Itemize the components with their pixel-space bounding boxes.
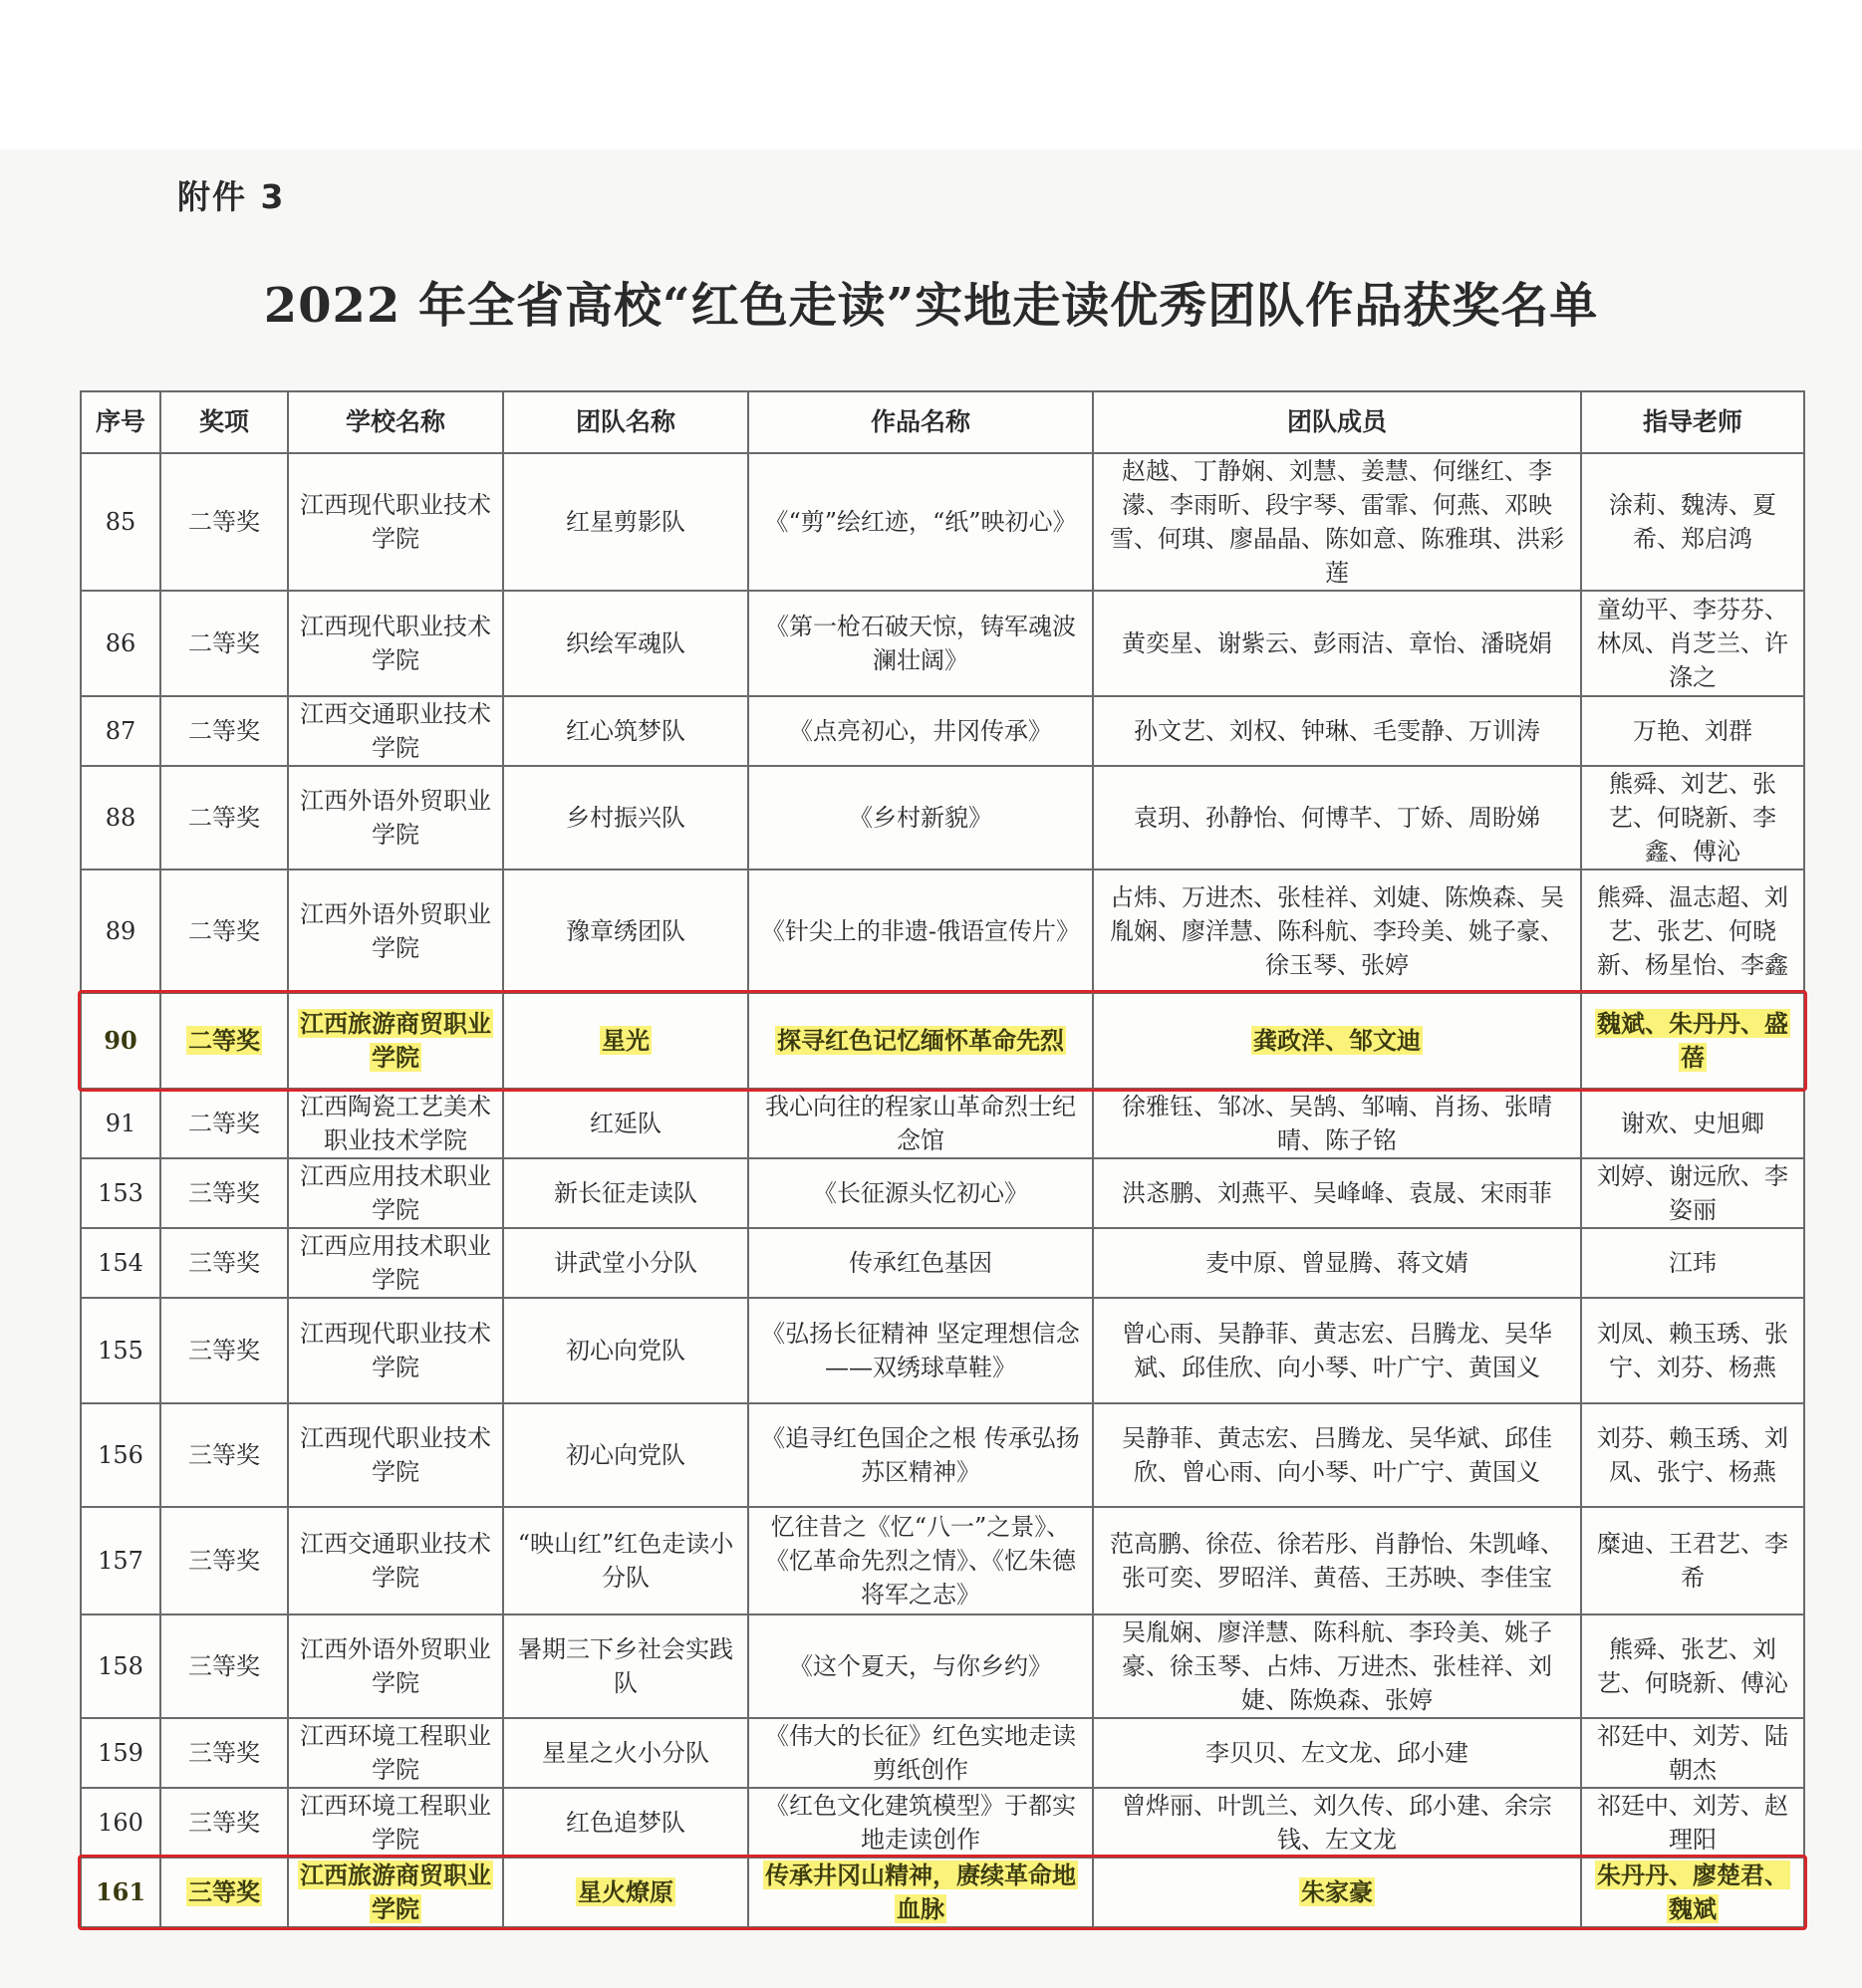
table-row [81, 1788, 1804, 1858]
cell-members: 麦中原、曾显腾、蒋文婧 [1093, 1228, 1581, 1298]
cell-school: 江西外语外贸职业学院 [288, 1615, 503, 1718]
awards-table [80, 390, 1805, 1928]
table-row [81, 591, 1804, 696]
cell-advisors: 万艳、刘群 [1581, 696, 1804, 766]
table-row [81, 696, 1804, 766]
cell-team [503, 993, 748, 1089]
cell-school: 江西现代职业技术学院 [288, 1298, 503, 1403]
cell-school: 江西环境工程职业学院 [288, 1718, 503, 1788]
cell-award-highlight: 二等奖 [188, 1026, 260, 1055]
table-header-row [81, 391, 1804, 453]
cell-school [288, 993, 503, 1089]
cell-school: 江西陶瓷工艺美术职业技术学院 [288, 1089, 503, 1158]
cell-advisors-highlight: 魏斌、朱丹丹、盛蓓 [1597, 1009, 1788, 1072]
document-title: 2022 年全省高校“红色走读”实地走读优秀团队作品获奖名单 [263, 278, 1599, 334]
cell-no: 154 [81, 1228, 160, 1298]
cell-school: 江西外语外贸职业学院 [288, 870, 503, 993]
cell-work-highlight: 探寻红色记忆缅怀革命先烈 [777, 1026, 1064, 1055]
table-row [81, 870, 1804, 993]
cell-school: 江西外语外贸职业学院 [288, 766, 503, 870]
table-row [81, 1298, 1804, 1403]
cell-work: 《点亮初心，井冈传承》 [748, 696, 1093, 766]
cell-team: 豫章绣团队 [503, 870, 748, 993]
cell-team: 红延队 [503, 1089, 748, 1158]
cell-school: 江西应用技术职业学院 [288, 1228, 503, 1298]
cell-team: 暑期三下乡社会实践队 [503, 1615, 748, 1718]
cell-advisors: 熊舜、温志超、刘艺、张艺、何晓新、杨星怡、李鑫 [1581, 870, 1804, 993]
cell-work: 传承红色基因 [748, 1228, 1093, 1298]
cell-school: 江西现代职业技术学院 [288, 453, 503, 591]
cell-team: 红心筑梦队 [503, 696, 748, 766]
cell-work-highlight: 传承井冈山精神，赓续革命地血脉 [765, 1861, 1076, 1923]
cell-members: 孙文艺、刘权、钟琳、毛雯静、万训涛 [1093, 696, 1581, 766]
cell-team: 织绘军魂队 [503, 591, 748, 696]
header-work: 作品名称 [748, 391, 1093, 453]
cell-advisors [1581, 1858, 1804, 1927]
cell-team: 初心向党队 [503, 1403, 748, 1507]
cell-school: 江西现代职业技术学院 [288, 591, 503, 696]
table-row [81, 453, 1804, 591]
cell-award: 三等奖 [160, 1298, 288, 1403]
cell-school-highlight: 江西旅游商贸职业学院 [300, 1861, 491, 1923]
cell-award [160, 993, 288, 1089]
cell-no: 88 [81, 766, 160, 870]
cell-award: 二等奖 [160, 453, 288, 591]
cell-work: 《这个夏天，与你乡约》 [748, 1615, 1093, 1718]
cell-no: 153 [81, 1158, 160, 1228]
cell-work: 《弘扬长征精神 坚定理想信念——双绣球草鞋》 [748, 1298, 1093, 1403]
table-row [81, 1718, 1804, 1788]
table-row [81, 1228, 1804, 1298]
cell-team: 红星剪影队 [503, 453, 748, 591]
cell-award: 三等奖 [160, 1403, 288, 1507]
cell-school: 江西应用技术职业学院 [288, 1158, 503, 1228]
cell-advisors: 祁廷中、刘芳、赵理阳 [1581, 1788, 1804, 1858]
cell-award: 三等奖 [160, 1228, 288, 1298]
header-school: 学校名称 [288, 391, 503, 453]
table-row [81, 1158, 1804, 1228]
cell-school-highlight: 江西旅游商贸职业学院 [300, 1009, 491, 1072]
cell-members: 占炜、万进杰、张桂祥、刘婕、陈焕森、吴胤娴、廖洋慧、陈科航、李玲美、姚子豪、徐玉琴、张婷 [1093, 870, 1581, 993]
cell-advisors: 刘婷、谢远欣、李姿丽 [1581, 1158, 1804, 1228]
cell-members: 袁玥、孙静怡、何博芊、丁娇、周盼娣 [1093, 766, 1581, 870]
cell-no: 89 [81, 870, 160, 993]
cell-award: 三等奖 [160, 1615, 288, 1718]
cell-work: 《针尖上的非遗-俄语宣传片》 [748, 870, 1093, 993]
cell-advisors: 涂莉、魏涛、夏希、郑启鸿 [1581, 453, 1804, 591]
cell-work: 《长征源头忆初心》 [748, 1158, 1093, 1228]
cell-team: 初心向党队 [503, 1298, 748, 1403]
table-row [81, 1403, 1804, 1507]
cell-award: 二等奖 [160, 766, 288, 870]
cell-team: 讲武堂小分队 [503, 1228, 748, 1298]
cell-work: 忆往昔之《忆“八一”之景》、《忆革命先烈之情》、《忆朱德将军之志》 [748, 1507, 1093, 1615]
cell-team: 新长征走读队 [503, 1158, 748, 1228]
cell-members: 徐雅钰、邹冰、吴鹄、邹喃、肖扬、张晴晴、陈子铭 [1093, 1089, 1581, 1158]
cell-team-highlight: 星光 [602, 1026, 650, 1055]
table-row [81, 766, 1804, 870]
cell-members: 曾心雨、吴静菲、黄志宏、吕腾龙、吴华斌、邱佳欣、向小琴、叶广宁、黄国义 [1093, 1298, 1581, 1403]
cell-advisors: 熊舜、刘艺、张艺、何晓新、李鑫、傅沁 [1581, 766, 1804, 870]
cell-work: 《乡村新貌》 [748, 766, 1093, 870]
cell-no: 161 [81, 1858, 160, 1927]
cell-no: 87 [81, 696, 160, 766]
cell-members-highlight: 朱家豪 [1301, 1877, 1373, 1906]
cell-work: 《“剪”绘红迹，“纸”映初心》 [748, 453, 1093, 591]
cell-advisors: 刘芬、赖玉琇、刘凤、张宁、杨燕 [1581, 1403, 1804, 1507]
cell-members [1093, 1858, 1581, 1927]
cell-members: 曾烨丽、叶凯兰、刘久传、邱小建、余宗钱、左文龙 [1093, 1788, 1581, 1858]
cell-members: 范高鹏、徐莅、徐若彤、肖静怡、朱凯峰、张可奕、罗昭洋、黄蓓、王苏映、李佳宝 [1093, 1507, 1581, 1615]
header-members: 团队成员 [1093, 391, 1581, 453]
cell-award: 二等奖 [160, 696, 288, 766]
attachment-label: 附件 3 [177, 177, 286, 216]
cell-advisors: 童幼平、李芬芬、林凤、肖芝兰、许涤之 [1581, 591, 1804, 696]
cell-members [1093, 993, 1581, 1089]
cell-team: “映山红”红色走读小分队 [503, 1507, 748, 1615]
cell-no: 157 [81, 1507, 160, 1615]
cell-advisors: 江玮 [1581, 1228, 1804, 1298]
cell-members: 洪忞鹏、刘燕平、吴峰峰、袁晟、宋雨菲 [1093, 1158, 1581, 1228]
cell-members: 吴胤娴、廖洋慧、陈科航、李玲美、姚子豪、徐玉琴、占炜、万进杰、张桂祥、刘婕、陈焕森、张婷 [1093, 1615, 1581, 1718]
cell-members: 黄奕星、谢紫云、彭雨洁、章怡、潘晓娟 [1093, 591, 1581, 696]
cell-school: 江西环境工程职业学院 [288, 1788, 503, 1858]
cell-advisors [1581, 993, 1804, 1089]
cell-members: 吴静菲、黄志宏、吕腾龙、吴华斌、邱佳欣、曾心雨、向小琴、叶广宁、黄国义 [1093, 1403, 1581, 1507]
cell-work: 《追寻红色国企之根 传承弘扬苏区精神》 [748, 1403, 1093, 1507]
table-row [81, 1615, 1804, 1718]
cell-no: 91 [81, 1089, 160, 1158]
cell-award [160, 1858, 288, 1927]
table-row-highlighted [81, 993, 1804, 1089]
cell-advisors: 糜迪、王君艺、李希 [1581, 1507, 1804, 1615]
cell-no: 90 [81, 993, 160, 1089]
header-award: 奖项 [160, 391, 288, 453]
table-row-highlighted [81, 1858, 1804, 1927]
cell-members-highlight: 龚政洋、邹文迪 [1253, 1026, 1421, 1055]
cell-no: 160 [81, 1788, 160, 1858]
cell-school [288, 1858, 503, 1927]
cell-no: 86 [81, 591, 160, 696]
cell-advisors-highlight: 朱丹丹、廖楚君、魏斌 [1597, 1861, 1788, 1923]
cell-team: 红色追梦队 [503, 1788, 748, 1858]
cell-award: 三等奖 [160, 1718, 288, 1788]
cell-team: 乡村振兴队 [503, 766, 748, 870]
cell-advisors: 祁廷中、刘芳、陆朝杰 [1581, 1718, 1804, 1788]
cell-no: 158 [81, 1615, 160, 1718]
cell-award: 三等奖 [160, 1158, 288, 1228]
cell-award: 二等奖 [160, 1089, 288, 1158]
cell-members: 李贝贝、左文龙、邱小建 [1093, 1718, 1581, 1788]
cell-work [748, 993, 1093, 1089]
cell-advisors: 熊舜、张艺、刘艺、何晓新、傅沁 [1581, 1615, 1804, 1718]
cell-school: 江西交通职业技术学院 [288, 696, 503, 766]
cell-no: 159 [81, 1718, 160, 1788]
cell-members: 赵越、丁静娴、刘慧、姜慧、何继红、李濛、李雨昕、段宇琴、雷霏、何燕、邓映雪、何琪、廖晶晶、陈如意、陈雅琪、洪彩莲 [1093, 453, 1581, 591]
header-advisors: 指导老师 [1581, 391, 1804, 453]
cell-no: 85 [81, 453, 160, 591]
cell-no: 156 [81, 1403, 160, 1507]
cell-team [503, 1858, 748, 1927]
cell-team-highlight: 星火燎原 [578, 1877, 673, 1906]
cell-work [748, 1858, 1093, 1927]
header-no: 序号 [81, 391, 160, 453]
cell-work: 《伟大的长征》红色实地走读剪纸创作 [748, 1718, 1093, 1788]
cell-award: 二等奖 [160, 591, 288, 696]
cell-work: 我心向往的程家山革命烈士纪念馆 [748, 1089, 1093, 1158]
table-row [81, 1089, 1804, 1158]
table-row [81, 1507, 1804, 1615]
cell-school: 江西交通职业技术学院 [288, 1507, 503, 1615]
cell-team: 星星之火小分队 [503, 1718, 748, 1788]
cell-award: 三等奖 [160, 1507, 288, 1615]
header-team: 团队名称 [503, 391, 748, 453]
cell-advisors: 谢欢、史旭卿 [1581, 1089, 1804, 1158]
cell-award-highlight: 三等奖 [188, 1877, 260, 1906]
cell-award: 二等奖 [160, 870, 288, 993]
cell-award: 三等奖 [160, 1788, 288, 1858]
cell-school: 江西现代职业技术学院 [288, 1403, 503, 1507]
cell-work: 《第一枪石破天惊，铸军魂波澜壮阔》 [748, 591, 1093, 696]
table-body [81, 453, 1804, 1927]
cell-advisors: 刘凤、赖玉琇、张宁、刘芬、杨燕 [1581, 1298, 1804, 1403]
cell-work: 《红色文化建筑模型》于都实地走读创作 [748, 1788, 1093, 1858]
cell-no: 155 [81, 1298, 160, 1403]
